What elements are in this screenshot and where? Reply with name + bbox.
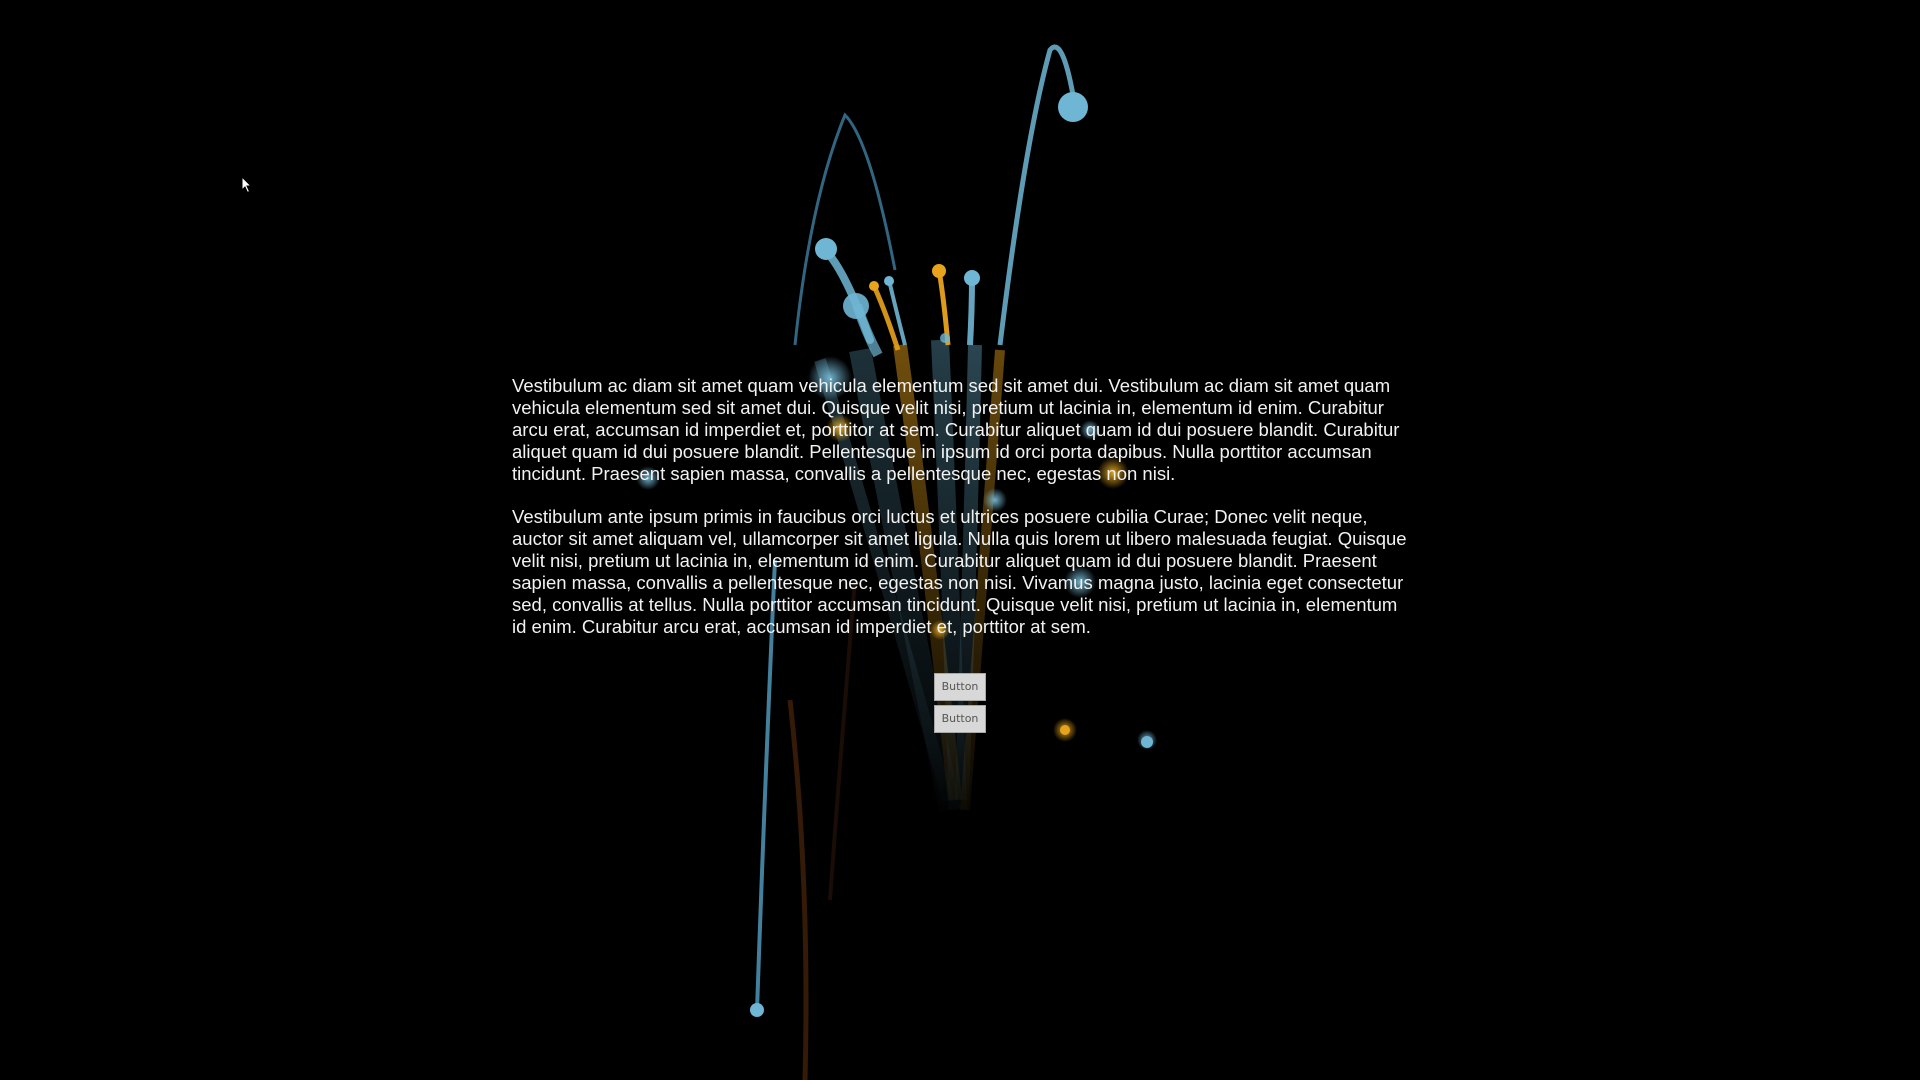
article-text bbox=[512, 375, 1412, 659]
button-1[interactable]: Button bbox=[934, 673, 986, 701]
spark-dot bbox=[1141, 736, 1153, 748]
falling-streak bbox=[790, 700, 806, 1080]
spark-dot bbox=[884, 276, 894, 286]
spark-dot bbox=[964, 270, 980, 286]
spark-dot bbox=[869, 281, 879, 291]
button-2[interactable]: Button bbox=[934, 705, 986, 733]
spark-dot bbox=[815, 238, 837, 260]
paragraph-2: Vestibulum ante ipsum primis in faucibus orci luctus et ultrices posuere cubilia Curae; Donec velit neque, auctor sit amet aliquam vel, ullamcorper sit amet ligula. Nulla quis lorem ut libero malesuada feugiat. Quisque velit nisi, pretium ut lacinia in, elementum id enim. Curabitur aliquet quam id dui posuere blandit. Praesent sapien massa, convallis a pellentesque nec, egestas non nisi. Vivamus magna justo, lacinia eget consectetur sed, convallis at tellus. Nulla porttitor accumsan tincidunt. Quisque velit nisi, pretium ut lacinia in, elementum id enim. Curabitur arcu erat, accumsan id imperdiet et, porttitor at sem. bbox=[512, 506, 1407, 637]
firework-arc-right bbox=[1000, 47, 1073, 345]
spark-dot bbox=[843, 293, 869, 319]
spark-dot bbox=[940, 333, 950, 343]
spark-dot bbox=[1058, 92, 1088, 122]
mouse-pointer-icon bbox=[241, 176, 253, 194]
spark-dot bbox=[1060, 725, 1070, 735]
spark-dot bbox=[932, 264, 946, 278]
paragraph-1: Vestibulum ac diam sit amet quam vehicula elementum sed sit amet dui. Vestibulum ac diam sit amet quam vehicula elementum sed sit amet dui. Quisque velit nisi, pretium ut lacinia in, elementum id enim. Curabitur arcu erat, accumsan id imperdiet et, porttitor at sem. Curabitur aliquet quam id dui posuere blandit. Curabitur aliquet quam id dui posuere blandit. Pellentesque in ipsum id orci porta dapibus. Nulla porttitor accumsan tincidunt. Praesent sapien massa, convallis a pellentesque nec, egestas non nisi. bbox=[512, 375, 1400, 484]
streak bbox=[970, 278, 972, 345]
spark-dot bbox=[750, 1003, 764, 1017]
